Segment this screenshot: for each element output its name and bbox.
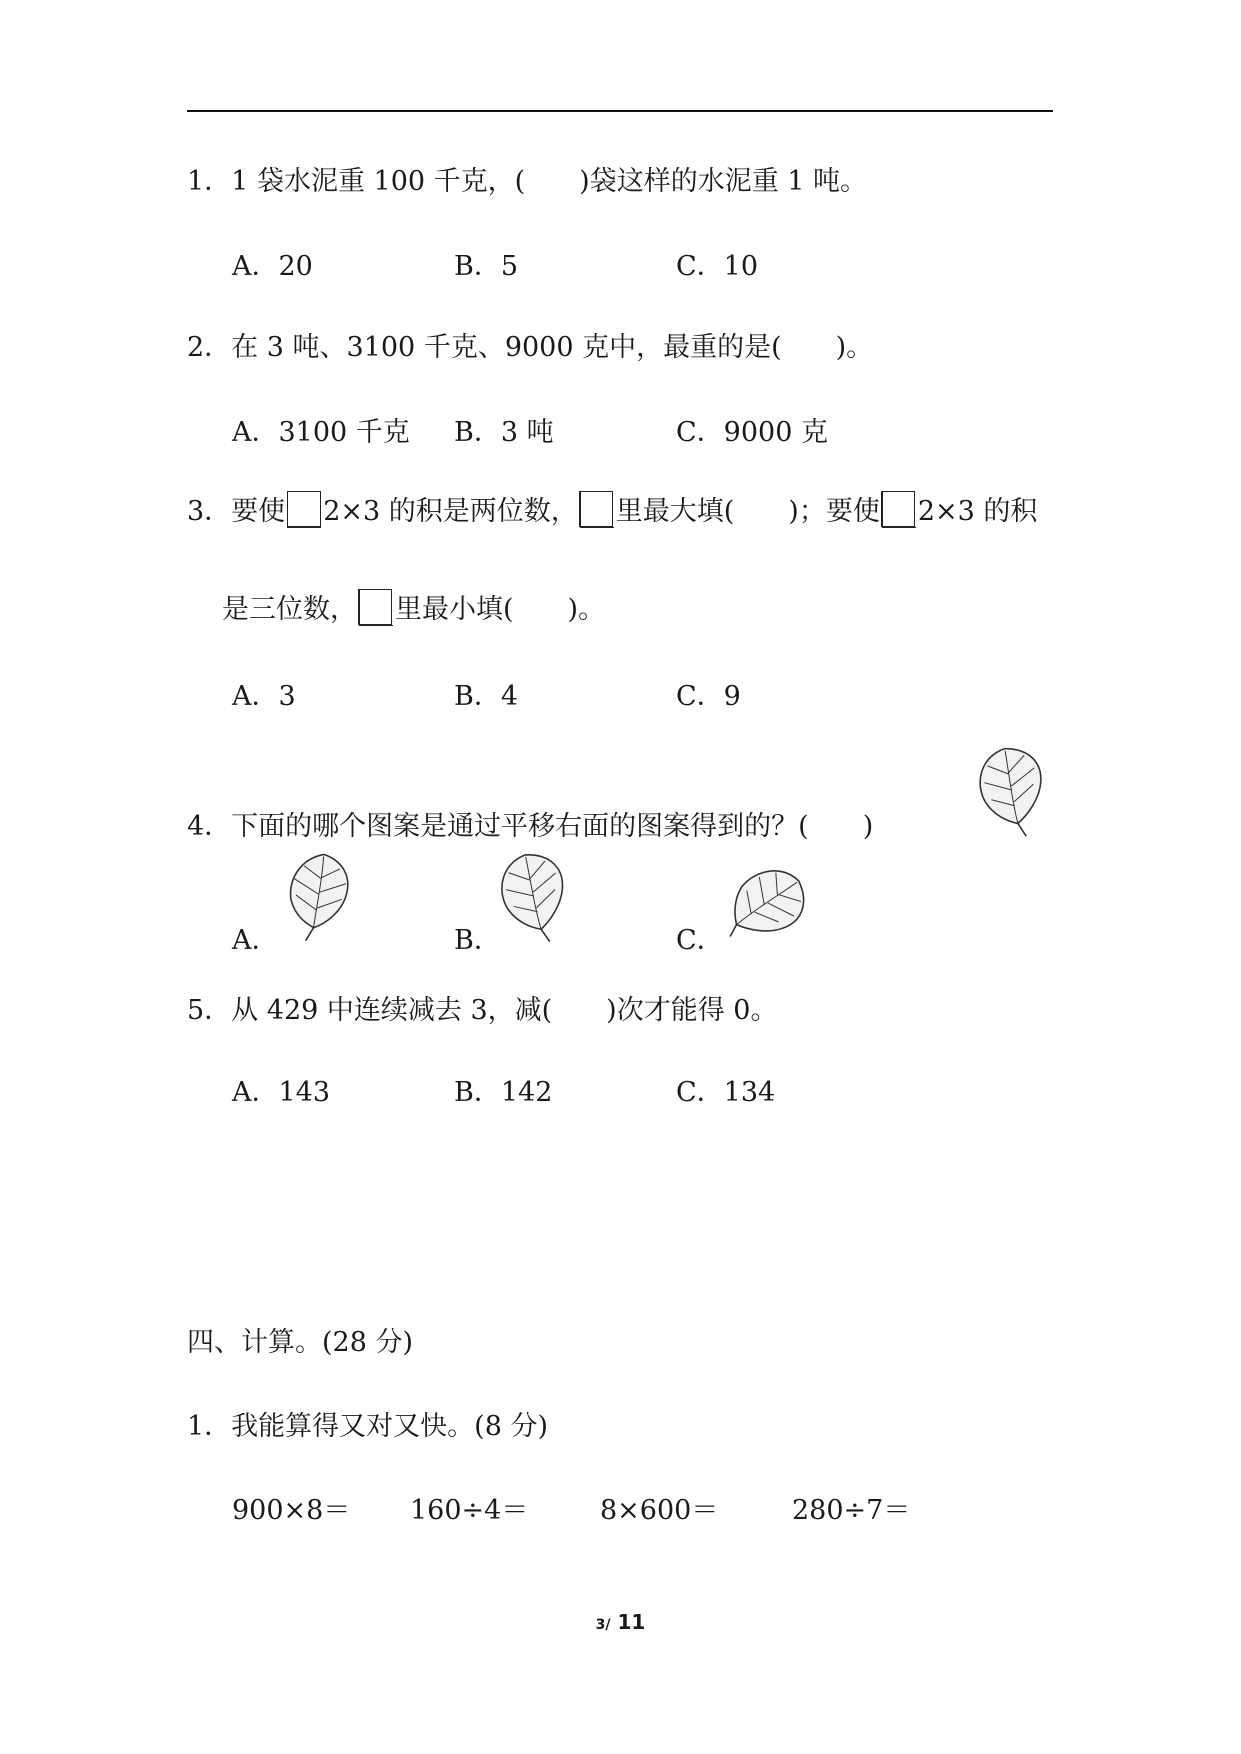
- header-rule: [187, 110, 1053, 112]
- q3-option-b: B．4: [454, 681, 519, 712]
- question-5: 5．从 429 中连续减去 3，减( )次才能得 0。: [187, 995, 778, 1026]
- q1-option-c: C．10: [676, 251, 759, 282]
- q3-text-part-6: 里最小填( )。: [395, 594, 606, 625]
- total-pages: 11: [617, 1610, 646, 1634]
- q5-option-c: C．134: [676, 1077, 776, 1108]
- q4-option-c: C．: [676, 925, 724, 956]
- section-subtitle: 1．我能算得又对又快。(8 分): [187, 1411, 549, 1442]
- question-1: 1．1 袋水泥重 100 千克，( )袋这样的水泥重 1 吨。: [187, 166, 868, 197]
- section-title: 四、计算。(28 分): [187, 1327, 414, 1358]
- page-number: [0, 1610, 1241, 1634]
- q2-option-c: C．9000 克: [676, 417, 828, 448]
- q1-option-a: A．20: [232, 251, 313, 282]
- option-b-leaf-image: [494, 848, 574, 944]
- q4-option-a: A．: [232, 925, 279, 956]
- expression-4: 280÷7＝: [792, 1495, 911, 1526]
- q5-option-a: A．143: [232, 1077, 331, 1108]
- expression-3: 8×600＝: [600, 1495, 719, 1526]
- option-c-leaf-image: [718, 856, 814, 952]
- q4-option-b: B．: [454, 925, 501, 956]
- question-2: 2．在 3 吨、3100 千克、9000 克中，最重的是( )。: [187, 332, 874, 363]
- expression-1: 900×8＝: [232, 1495, 351, 1526]
- q3-option-c: C．9: [676, 681, 741, 712]
- q3-text-part-5: 是三位数，: [222, 594, 357, 625]
- question-4: 4．下面的哪个图案是通过平移右面的图案得到的？( ): [187, 811, 874, 842]
- blank-box: [882, 492, 916, 528]
- q2-option-a: A．3100 千克: [232, 417, 410, 448]
- q3-text-part-4: 2×3 的积: [917, 496, 1038, 527]
- option-a-leaf-image: [278, 848, 358, 944]
- blank-box: [287, 492, 321, 528]
- q3-text-part-2: 2×3 的积是两位数，: [323, 496, 578, 527]
- q3-text-part-3: 里最大填( )；要使: [615, 496, 880, 527]
- q2-option-b: B．3 吨: [454, 417, 554, 448]
- q5-option-b: B．142: [454, 1077, 553, 1108]
- expression-2: 160÷4＝: [410, 1495, 529, 1526]
- blank-box: [359, 590, 393, 626]
- q1-option-b: B．5: [454, 251, 519, 282]
- q3-option-a: A．3: [232, 681, 296, 712]
- q3-text-part-1: 3．要使: [187, 496, 286, 527]
- question-3-line-1: [187, 492, 1037, 529]
- question-3-line-2: [222, 590, 605, 627]
- reference-leaf-image: [972, 742, 1052, 838]
- current-page: 3/: [595, 1617, 611, 1633]
- blank-box: [580, 492, 614, 528]
